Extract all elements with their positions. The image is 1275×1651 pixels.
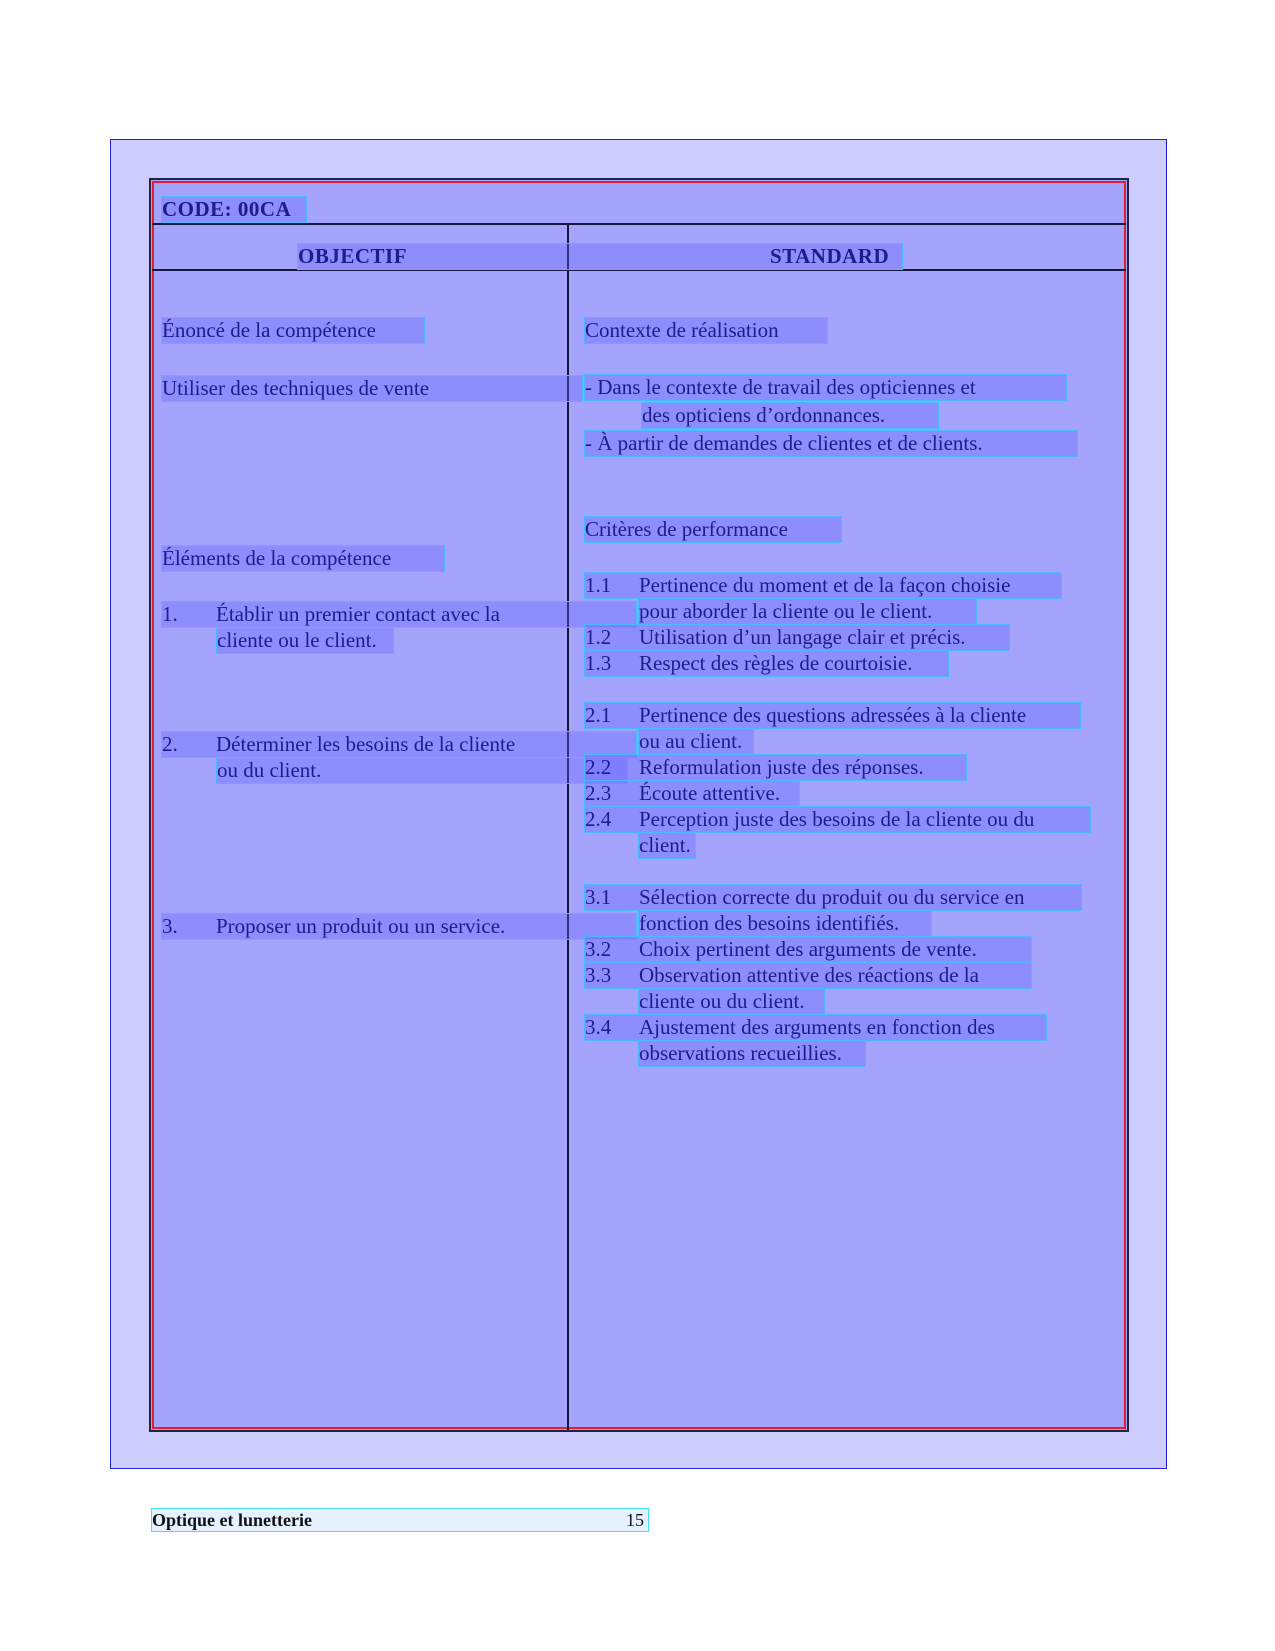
critere-3-1 <box>585 885 1081 910</box>
critere-1-1 <box>585 573 1061 598</box>
page-number: 15 <box>626 1510 644 1530</box>
critere-2-2-text: Reformulation juste des réponses. <box>639 755 924 779</box>
critere-2-3 <box>585 781 799 806</box>
critere-2-1-line2: ou au client. <box>639 729 753 754</box>
element-1-number: 1. <box>162 602 178 626</box>
critere-3-1-text: Sélection correcte du produit ou du service en <box>639 885 1025 909</box>
critere-1-3-text: Respect des règles de courtoisie. <box>639 651 913 675</box>
element-1-line2: cliente ou le client. <box>217 628 393 653</box>
header-standard: STANDARD <box>770 244 890 268</box>
element-2-line2: ou du client. <box>217 758 627 783</box>
critere-1-1-line2: pour aborder la cliente ou le client. <box>639 599 976 624</box>
critere-3-3-text: Observation attentive des réactions de la <box>639 963 979 987</box>
critere-3-4-text: Ajustement des arguments en fonction des <box>639 1015 995 1039</box>
critere-1-3-number: 1.3 <box>585 651 612 675</box>
header-objectif: OBJECTIF <box>298 244 408 268</box>
header-row <box>298 244 902 269</box>
critere-1-2-text: Utilisation d’un langage clair et précis. <box>639 625 966 649</box>
criteres-title: Critères de performance <box>585 517 841 542</box>
footer-title: Optique et lunetterie <box>152 1510 312 1530</box>
contexte-line-2: des opticiens d’ordonnances. <box>642 403 938 428</box>
element-1-text: Établir un premier contact avec la <box>216 602 500 626</box>
page-footer <box>152 1509 648 1531</box>
contexte-line-1: - Dans le contexte de travail des opticiennes et <box>585 375 1066 400</box>
rule-under-code <box>152 223 1126 225</box>
critere-1-1-number: 1.1 <box>585 573 612 597</box>
elements-title: Éléments de la compétence <box>162 546 444 571</box>
critere-2-1-number: 2.1 <box>585 703 612 727</box>
critere-2-2 <box>585 755 966 780</box>
critere-3-2 <box>585 937 1031 962</box>
column-divider <box>567 223 569 1430</box>
critere-3-3-number: 3.3 <box>585 963 612 987</box>
code-label: CODE: 00CA <box>162 197 306 222</box>
critere-1-2 <box>585 625 1009 650</box>
critere-2-1 <box>585 703 1080 728</box>
critere-2-2-number: 2.2 <box>585 755 612 779</box>
contexte-line-3: - À partir de demandes de clientes et de clients. <box>585 431 1077 456</box>
contexte-title: Contexte de réalisation <box>585 318 827 343</box>
critere-3-2-text: Choix pertinent des arguments de vente. <box>639 937 977 961</box>
element-3-line1 <box>162 914 636 939</box>
element-3-text: Proposer un produit ou un service. <box>216 914 506 938</box>
critere-2-4-line2: client. <box>639 833 695 858</box>
critere-1-2-number: 1.2 <box>585 625 612 649</box>
critere-3-3 <box>585 963 1031 988</box>
element-2-text: Déterminer les besoins de la cliente <box>216 732 516 756</box>
critere-1-3 <box>585 651 948 676</box>
critere-2-1-text: Pertinence des questions adressées à la cliente <box>639 703 1027 727</box>
element-2-line1 <box>162 732 636 757</box>
critere-2-4 <box>585 807 1090 832</box>
critere-3-1-number: 3.1 <box>585 885 612 909</box>
critere-3-1-line2: fonction des besoins identifiés. <box>639 911 931 936</box>
critere-3-4-number: 3.4 <box>585 1015 612 1039</box>
critere-2-4-text: Perception juste des besoins de la cliente ou du <box>639 807 1035 831</box>
rule-under-headers <box>152 269 1126 271</box>
critere-2-4-number: 2.4 <box>585 807 612 831</box>
critere-3-2-number: 3.2 <box>585 937 612 961</box>
critere-3-4-line2: observations recueillies. <box>639 1041 865 1066</box>
enonce-text: Utiliser des techniques de vente <box>162 376 582 401</box>
critere-3-3-line2: cliente ou du client. <box>639 989 824 1014</box>
element-1-line1 <box>162 602 636 627</box>
critere-2-3-text: Écoute attentive. <box>639 781 781 805</box>
element-2-number: 2. <box>162 732 178 756</box>
critere-3-4 <box>585 1015 1046 1040</box>
critere-1-1-text: Pertinence du moment et de la façon choisie <box>639 573 1011 597</box>
element-3-number: 3. <box>162 914 178 938</box>
critere-2-3-number: 2.3 <box>585 781 612 805</box>
enonce-title: Énoncé de la compétence <box>162 318 424 343</box>
